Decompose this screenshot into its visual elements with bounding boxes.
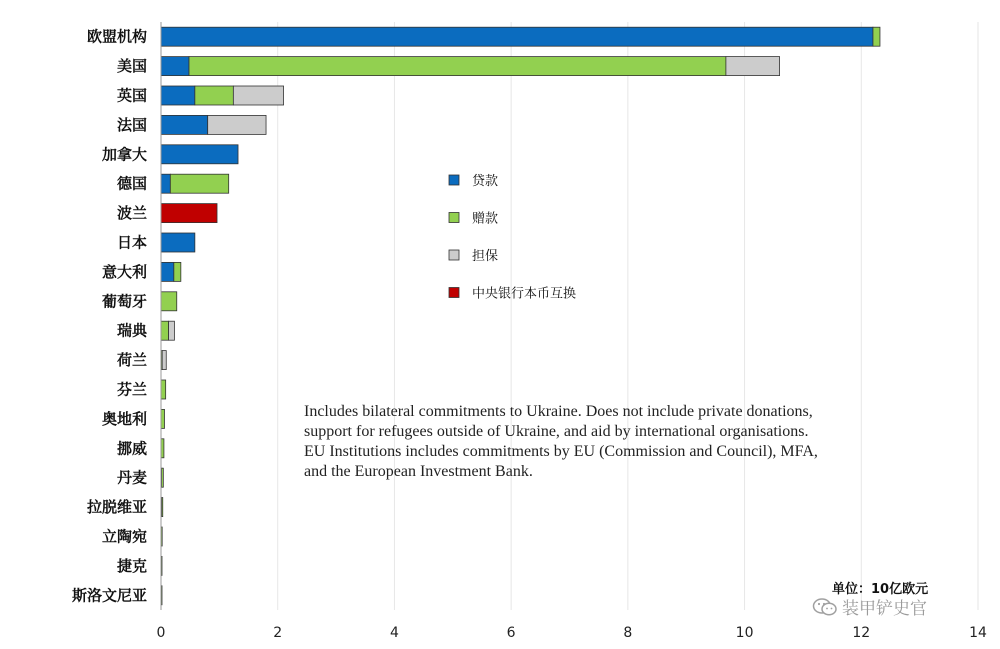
category-label: 欧盟机构 — [86, 27, 147, 46]
x-tick-label: 4 — [389, 625, 399, 641]
x-tick-label: 0 — [156, 625, 166, 641]
legend-label: 中央银行本币互换 — [472, 286, 577, 302]
category-label: 立陶宛 — [101, 527, 147, 546]
watermark — [812, 594, 927, 619]
bar-segment — [161, 380, 166, 399]
bar-segment — [161, 409, 165, 428]
note-line-4: and the European Investment Bank. — [304, 463, 533, 480]
x-tick-label: 14 — [969, 625, 987, 641]
watermark-text: 装甲铲史官 — [842, 599, 927, 619]
bar-segment — [170, 174, 228, 193]
x-axis-ticks — [157, 625, 987, 641]
unit-label: 单位：10亿欧元 — [832, 582, 929, 597]
category-label: 芬兰 — [116, 380, 147, 399]
legend-label: 赠款 — [472, 211, 499, 227]
grid-lines — [278, 22, 978, 610]
category-labels — [72, 28, 148, 605]
x-tick-label: 8 — [623, 625, 633, 641]
category-label: 美国 — [116, 57, 147, 76]
chart-note — [304, 402, 904, 482]
x-tick-label: 12 — [852, 625, 871, 641]
bar-segment — [161, 115, 208, 134]
category-label: 斯洛文尼亚 — [71, 586, 147, 605]
bar-segment — [195, 86, 234, 105]
bar-segment — [873, 27, 880, 46]
category-label: 葡萄牙 — [101, 292, 147, 311]
bar-segment — [726, 57, 780, 76]
category-label: 拉脱维亚 — [86, 498, 147, 517]
category-label: 加拿大 — [101, 145, 147, 164]
category-label: 捷克 — [116, 556, 147, 575]
note-line-1: Includes bilateral commitments to Ukraine. Does not include private donations, — [304, 403, 813, 420]
category-label: 奥地利 — [101, 409, 147, 428]
legend-swatch — [449, 213, 459, 223]
category-label: 意大利 — [101, 262, 147, 281]
note-line-3: EU Institutions includes commitments by EU (Commission and Council), MFA, — [304, 443, 818, 460]
bar-segment — [162, 351, 166, 370]
bar-segment — [208, 115, 266, 134]
bar-segment — [161, 292, 177, 311]
bar-segment — [189, 57, 726, 76]
category-label: 荷兰 — [116, 351, 147, 370]
category-label: 丹麦 — [116, 468, 147, 487]
bar-segment — [174, 262, 181, 281]
bar-segment — [161, 57, 189, 76]
bar-segment — [169, 321, 175, 340]
bar-segment — [161, 204, 217, 223]
legend-swatch — [449, 175, 459, 185]
bar-segment — [161, 233, 195, 252]
category-label: 英国 — [116, 86, 147, 105]
bar-segment — [162, 498, 163, 517]
x-tick-label: 6 — [506, 625, 516, 641]
bar-segment — [161, 86, 195, 105]
category-label: 瑞典 — [116, 321, 147, 340]
bar-segment — [233, 86, 283, 105]
category-label: 日本 — [116, 233, 147, 252]
x-tick-label: 2 — [273, 625, 283, 641]
bar-segment — [161, 262, 174, 281]
legend-label: 担保 — [472, 249, 499, 264]
bar-segment — [161, 321, 169, 340]
x-tick-label: 10 — [735, 625, 754, 641]
category-label: 法国 — [116, 115, 147, 134]
category-label: 德国 — [116, 174, 147, 193]
bar-segment — [161, 27, 873, 46]
category-label: 挪威 — [116, 439, 147, 458]
category-label: 波兰 — [116, 204, 147, 223]
legend-label: 贷款 — [472, 174, 499, 189]
legend — [449, 173, 576, 302]
wechat-icon — [812, 597, 838, 617]
note-line-2: support for refugees outside of Ukraine, and aid by international organisations. — [304, 423, 809, 440]
legend-swatch — [449, 288, 459, 298]
bar-segment — [161, 174, 170, 193]
bar-segment — [162, 468, 164, 487]
legend-swatch — [449, 250, 459, 260]
bars — [161, 27, 880, 605]
bar-segment — [161, 145, 238, 164]
